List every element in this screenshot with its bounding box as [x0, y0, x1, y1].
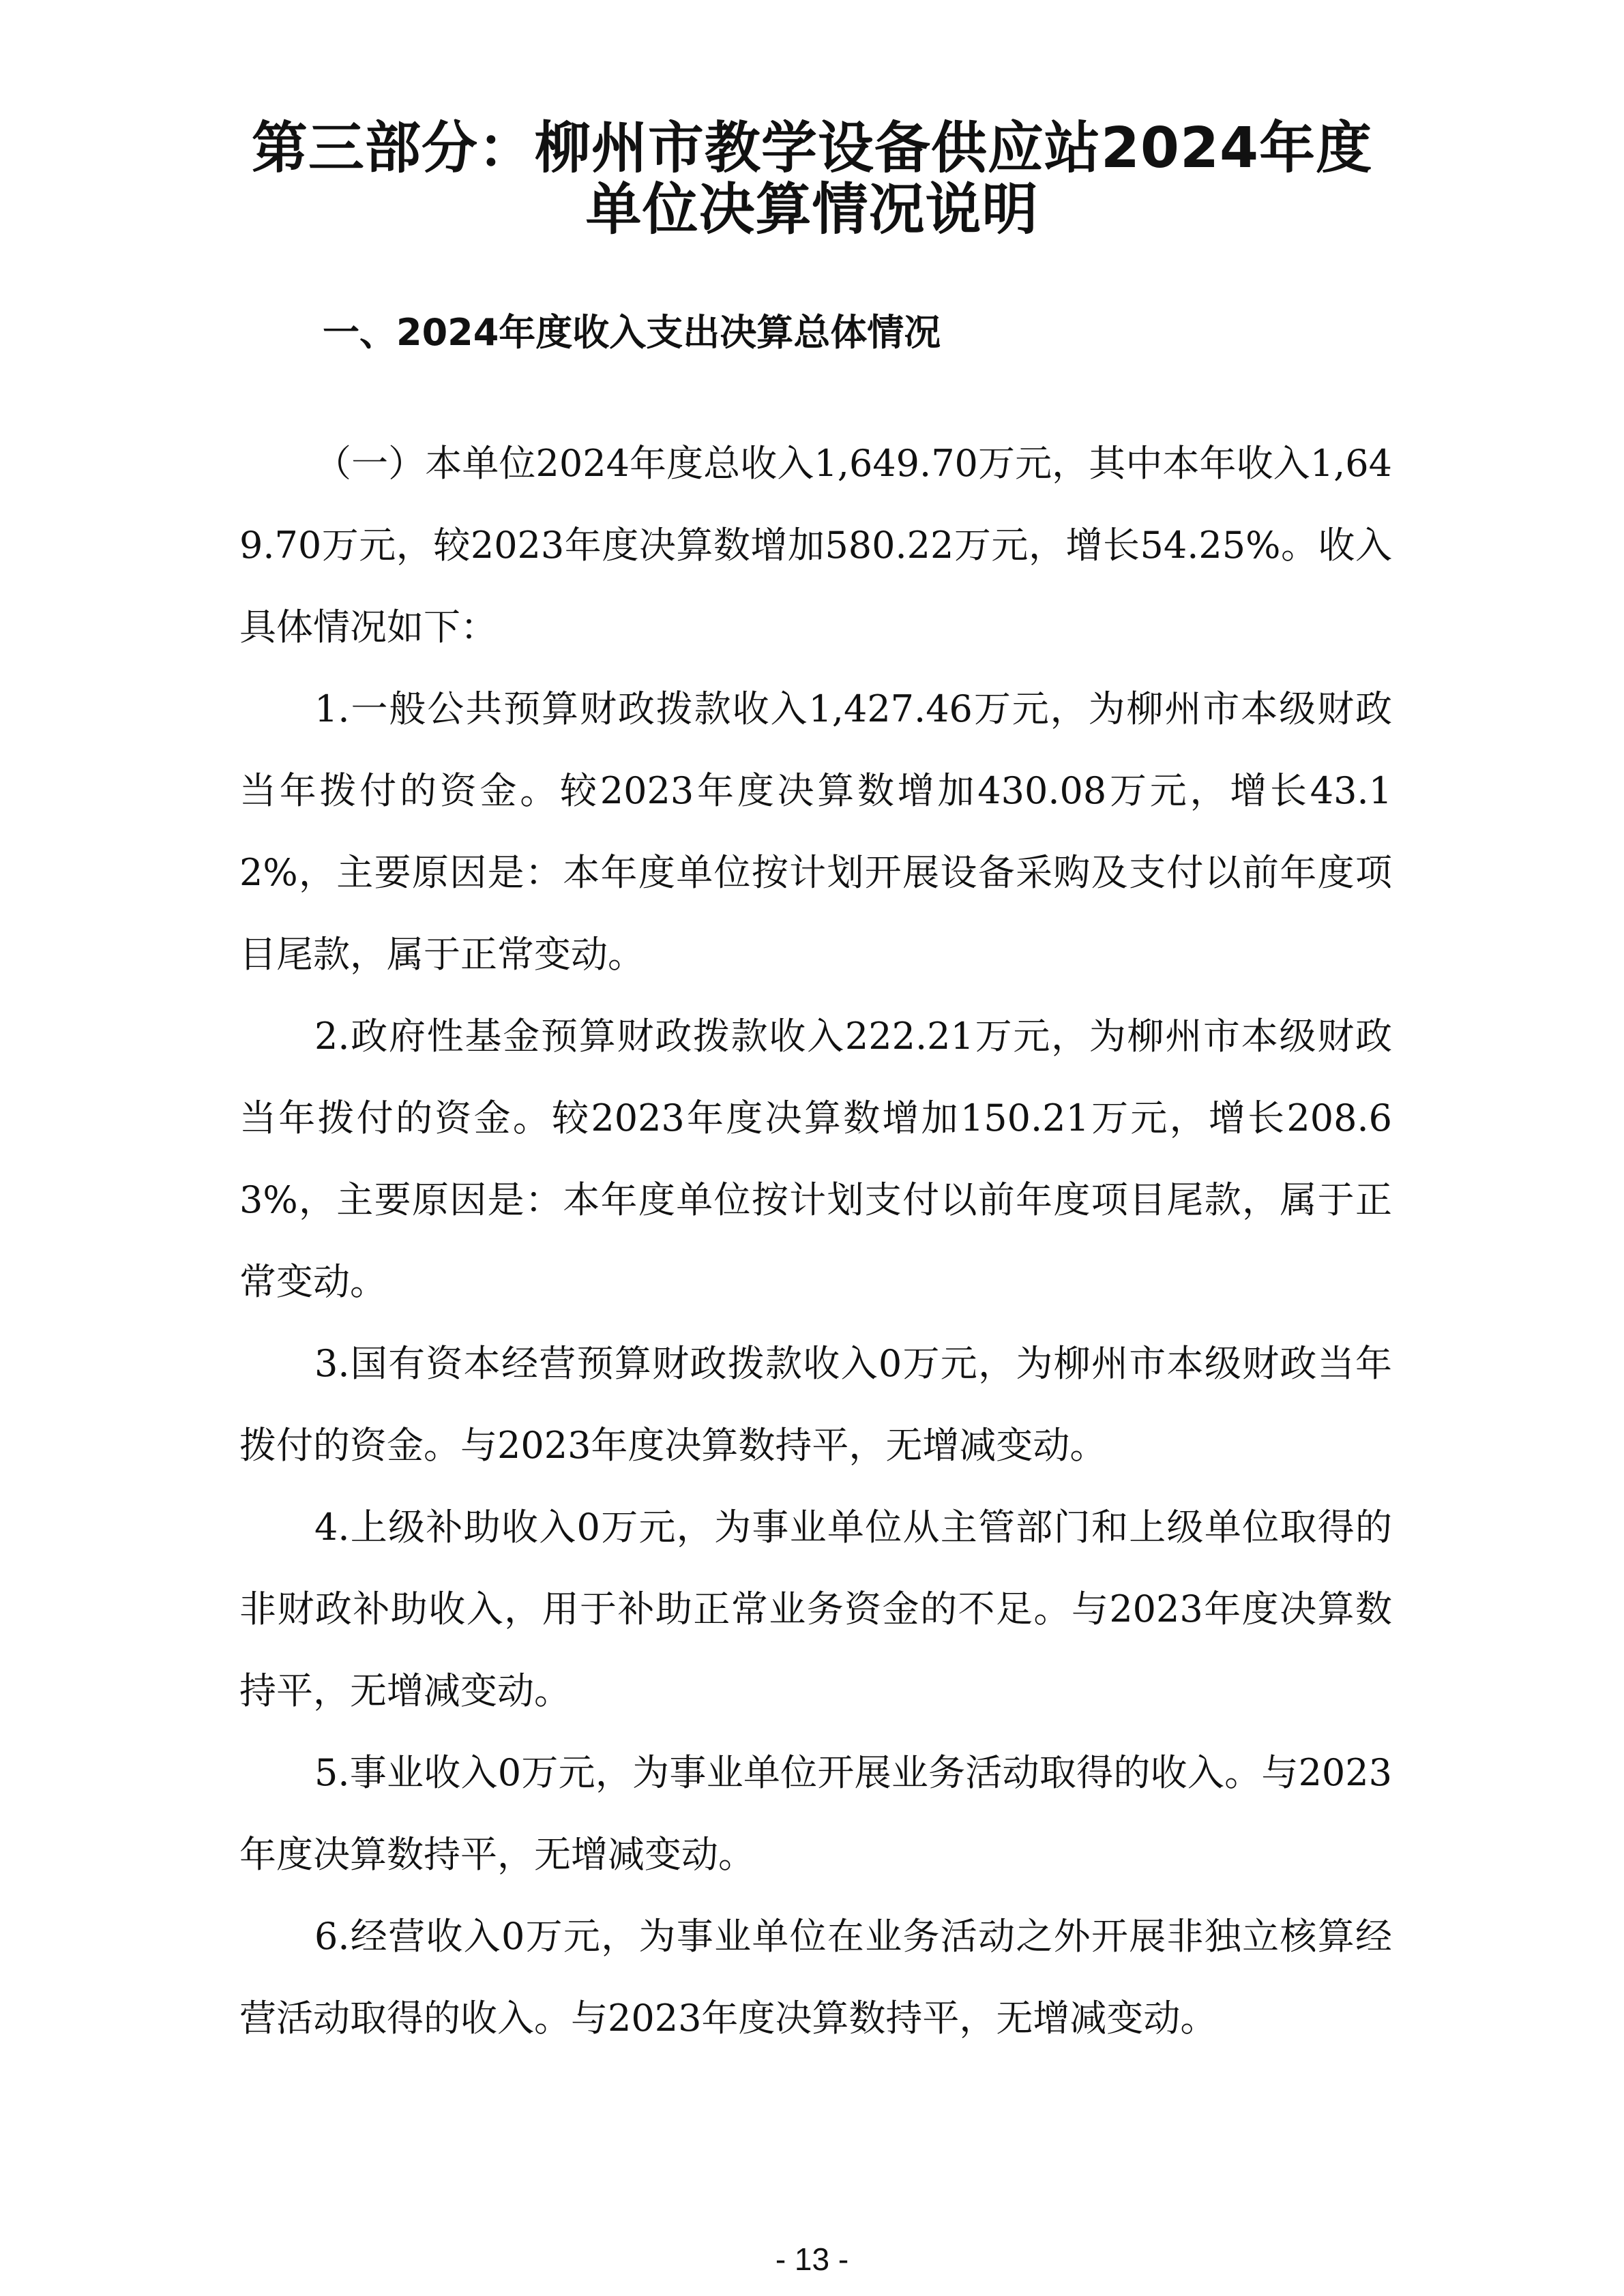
page-number: - 13 -: [775, 2241, 849, 2277]
section-heading: 一、2024年度收入支出决算总体情况: [323, 311, 941, 354]
paragraph-superior-subsidy-income: 4.上级补助收入0万元，为事业单位从主管部门和上级单位取得的非财政补助收入，用于补助正常业务资金的不足。与2023年度决算数持平，无增减变动。: [239, 1506, 1392, 1712]
paragraph-state-capital-income: 3.国有资本经营预算财政拨款收入0万元，为柳州市本级财政当年拨付的资金。与2023年度决算数持平，无增减变动。: [239, 1342, 1392, 1467]
paragraph-general-budget-income: 1.一般公共预算财政拨款收入1,427.46万元，为柳州市本级财政当年拨付的资金。较2023年度决算数增加430.08万元，增长43.12%，主要原因是：本年度单位按计划开展设备采购及支付以前年度项目尾款，属于正常变动。: [239, 687, 1392, 976]
paragraph-operating-income: 6.经营收入0万元，为事业单位在业务活动之外开展非独立核算经营活动取得的收入。与2023年度决算数持平，无增减变动。: [239, 1915, 1392, 2040]
paragraph-business-income: 5.事业收入0万元，为事业单位开展业务活动取得的收入。与2023年度决算数持平，无增减变动。: [239, 1751, 1392, 1876]
paragraph-total-income: （一）本单位2024年度总收入1,649.70万元，其中本年收入1,649.70万元，较2023年度决算数增加580.22万元，增长54.25%。收入具体情况如下：: [239, 442, 1392, 648]
paragraph-government-fund-income: 2.政府性基金预算财政拨款收入222.21万元，为柳州市本级财政当年拨付的资金。较2023年度决算数增加150.21万元，增长208.63%，主要原因是：本年度单位按计划支付以前年度项目尾款，属于正常变动。: [239, 1015, 1392, 1303]
page-title-line-2: 单位决算情况说明: [585, 177, 1039, 242]
page-title-line-1: 第三部分：柳州市教学设备供应站2024年度: [251, 116, 1373, 181]
